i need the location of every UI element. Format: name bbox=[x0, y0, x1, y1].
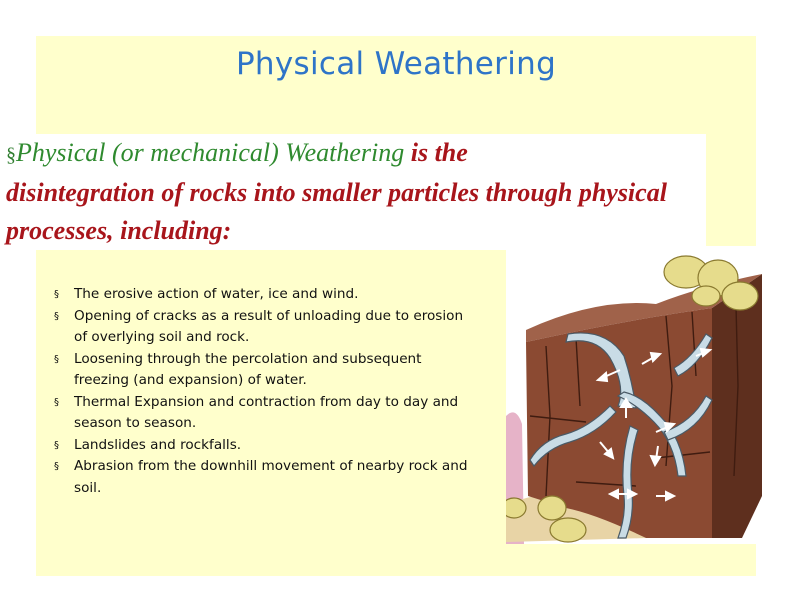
list-item-text: Abrasion from the downhill movement of nearby rock and soil. bbox=[74, 458, 468, 496]
bullet-mark: § bbox=[54, 461, 59, 472]
bullet-mark: § bbox=[54, 439, 59, 451]
slide-title: Physical Weathering bbox=[235, 46, 557, 82]
intro-paragraph bbox=[6, 134, 706, 250]
list-item-text: Thermal Expansion and contraction from day to day and season to season. bbox=[74, 393, 459, 431]
weathering-illustration bbox=[506, 246, 768, 544]
intro-definition-rest: disintegration of rocks into smaller particles through physical processes, including: bbox=[6, 178, 667, 245]
list-item bbox=[54, 456, 474, 499]
intro-definition-start: is the bbox=[404, 138, 468, 167]
list-item bbox=[54, 349, 474, 392]
list-item bbox=[54, 306, 474, 349]
list-item-text: Loosening through the percolation and subsequent freezing (and expansion) of water. bbox=[74, 350, 422, 388]
rock-block-illustration bbox=[506, 246, 768, 544]
bullet-mark: § bbox=[54, 310, 59, 322]
list-item bbox=[54, 435, 474, 457]
bullet-mark: § bbox=[54, 353, 59, 365]
list-item-text: Opening of cracks as a result of unloading due to erosion of overlying soil and rock. bbox=[74, 307, 464, 345]
intro-bullet-mark: § bbox=[6, 144, 16, 166]
bullet-mark: § bbox=[54, 396, 59, 408]
list-item bbox=[54, 284, 474, 306]
list-item bbox=[54, 392, 474, 435]
intro-term: Physical (or mechanical) Weathering bbox=[16, 138, 405, 167]
list-item-text: Landslides and rockfalls. bbox=[74, 436, 242, 453]
list-item-text: The erosive action of water, ice and wind. bbox=[74, 286, 359, 302]
process-bullet-list bbox=[54, 284, 474, 499]
bullet-mark: § bbox=[54, 289, 59, 300]
